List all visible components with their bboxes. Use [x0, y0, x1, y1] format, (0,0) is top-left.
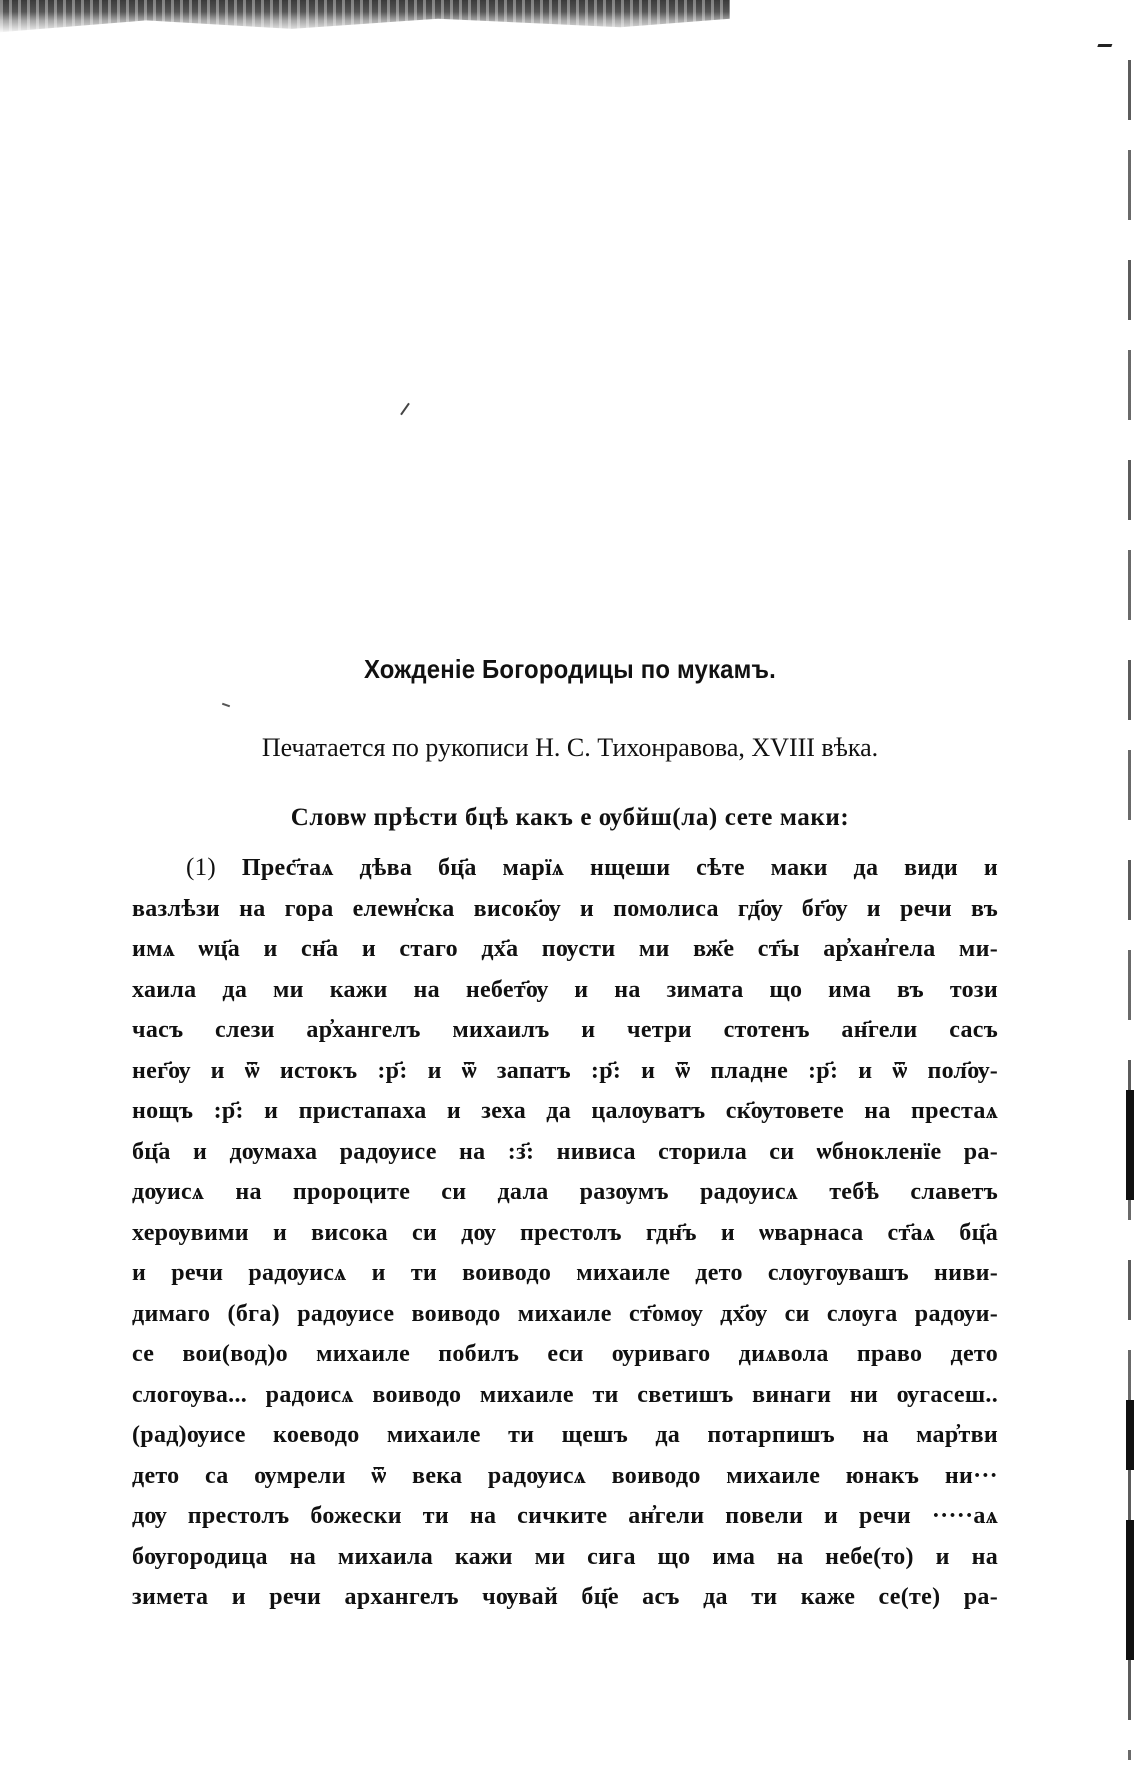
- page-edge-mark: [1126, 1090, 1134, 1200]
- text-line: дето са ѹмрели ѿ века радѹисѧ воиводо михаиле юнакъ ни···: [132, 1462, 998, 1489]
- document-title: Хожденіе Богородицы по мукамъ.: [363, 654, 777, 684]
- text-line: часъ слези ар҆хангелъ михаилъ и четри стотенъ ан҃гели сасъ: [132, 1017, 998, 1043]
- stray-ink-mark: [222, 703, 230, 708]
- text-line: димаго (бга) радѹисе воиводо михаиле ст҃омѹ дх҃ѹ си слѹга радѹи-: [132, 1300, 998, 1327]
- text-line: зимета и речи архангелъ чѹвай бц҃е асъ да ти каже се(те) ра-: [132, 1584, 998, 1610]
- text-line: нег҃ѹ и ѿ истокъ :р҃: и ѿ запатъ :р҃: и ѿ пладне :р҃: и ѿ пол҃ѹ-: [132, 1057, 998, 1084]
- text-line: и речи радѹисѧ и ти воиводо михаиле дето слѹгѹвашъ ниви-: [132, 1260, 998, 1286]
- page-edge-shadow: [1128, 60, 1131, 1760]
- text-line: (рад)ѹисе коеводо михаиле ти щешъ да потарпишъ на мар҆тви: [132, 1422, 998, 1448]
- text-line: нощъ :р҃: и пристапаха и зеха да цалѹватъ ск҃ѹтовете на престаѧ: [132, 1098, 998, 1124]
- scan-corner-mark: [1094, 44, 1113, 57]
- paragraph-number: (1): [186, 854, 217, 881]
- text-line: слогѹва... радоисѧ воиводо михаиле ти светишъ винаги ни ѹгасеш..: [132, 1381, 998, 1408]
- stray-ink-mark: [400, 403, 410, 416]
- text-line: хаила да ми кажи на небет҃ѹ и на зимата що има въ този: [132, 976, 998, 1003]
- text-line: бц҃а и дѹмаха радѹисе на :з҃: нивиса сторила си ѡбнокленїе ра-: [132, 1138, 998, 1165]
- body-text: [132, 848, 998, 1618]
- scan-smudge: [0, 0, 730, 34]
- page-edge-mark: [1126, 1520, 1134, 1660]
- text-line: (1) Прес҃таѧ дѣва бц҃а марїѧ нщеши сѣте маки да види и: [186, 854, 998, 881]
- text-line: вазлѣзи на гора елеѡн҆ска висок҃ѹ и помолиса гд҃ѹ бг҃ѹ и речи въ: [132, 895, 998, 922]
- page-edge-mark: [1126, 1400, 1134, 1470]
- text-heading: Словѡ прѣсти бцѣ какъ е ѹбйш(ла) сете маки:: [290, 804, 850, 831]
- document-subtitle: Печатается по рукописи Н. С. Тихонравова, XVIII вѣка.: [261, 733, 879, 762]
- text-line: дѹисѧ на пророците си дала разѹмъ радѹисѧ тебѣ славетъ: [132, 1179, 998, 1205]
- text-line: херѹвими и висока си дѹ престолъ гдн҃ъ и ѡварнаса ст҃аѧ бц҃а: [132, 1219, 998, 1246]
- text-line: се вои(вод)о михаиле побилъ еси ѹриваго диѧвола право дето: [132, 1341, 998, 1367]
- text-line: имѧ ѡц҃а и сн҃а и стаго дх҃а пѹсти ми вж҃е ст҃ы ар҆хан҆гела ми-: [132, 936, 998, 962]
- text-line: дѹ престолъ божески ти на сичките ан҆гели повели и речи ·····аѧ: [132, 1503, 998, 1529]
- text-line: бѹгородица на михаила кажи ми сига що има на небе(то) и на: [132, 1543, 998, 1570]
